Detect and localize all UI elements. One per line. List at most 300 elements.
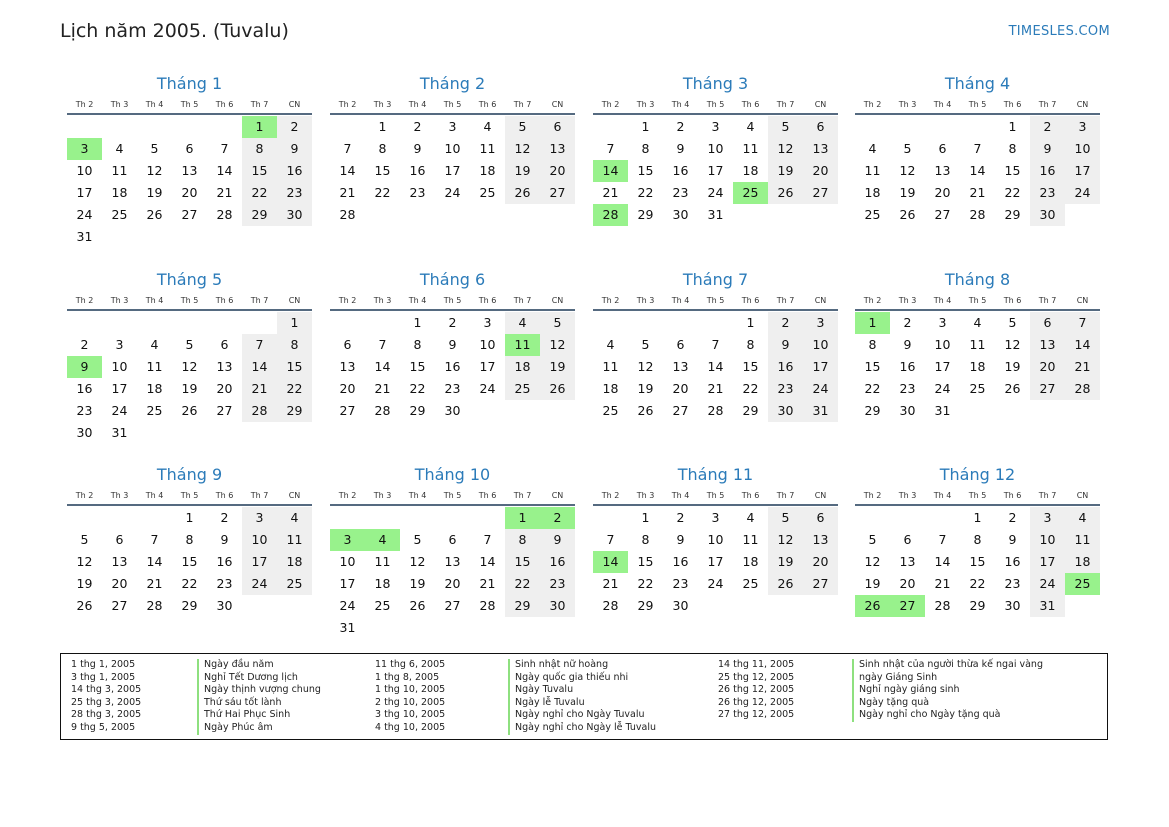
day-cell: 24	[934, 381, 951, 396]
day-cell: 11	[146, 359, 163, 374]
day-cell: 24	[479, 381, 496, 396]
day-cell: 12	[505, 138, 540, 160]
day-cell: 10	[339, 554, 356, 569]
day-cell: 24	[339, 598, 356, 613]
weekday-label: Th 3	[373, 296, 392, 305]
month-block	[855, 72, 1100, 226]
day-cell: 12	[181, 359, 198, 374]
day-cell: 23	[899, 381, 916, 396]
empty-cell	[960, 116, 995, 138]
empty-cell	[593, 507, 628, 529]
empty-cell	[628, 312, 663, 334]
day-cell: 16	[899, 359, 916, 374]
day-cell: 28	[242, 400, 277, 422]
day-cell: 3	[1030, 507, 1065, 529]
day-cell: 12	[76, 554, 93, 569]
legend-holiday-name: Ngày Tuvalu	[508, 684, 656, 697]
day-cell: 15	[374, 163, 391, 178]
weekday-label: Th 3	[898, 491, 917, 500]
day-cell: 13	[181, 163, 198, 178]
day-cell: 1	[277, 312, 312, 334]
day-cell: 29	[181, 598, 198, 613]
day-cell: 26	[1004, 381, 1021, 396]
day-cell: 1	[185, 510, 194, 525]
day-cell: 25	[111, 207, 128, 222]
day-cell: 16	[409, 163, 426, 178]
day-cell: 2	[903, 315, 912, 330]
weekday-label: Th 6	[1003, 100, 1022, 109]
month-title: Tháng 3	[682, 74, 749, 93]
day-cell: 5	[903, 141, 912, 156]
day-cell: 15	[637, 554, 654, 569]
holiday-day-cell: 25	[1065, 573, 1100, 595]
day-cell: 27	[181, 207, 198, 222]
weekday-header	[330, 293, 575, 311]
day-grid	[330, 312, 575, 422]
day-cell: 15	[277, 356, 312, 378]
legend-date: 14 thg 3, 2005	[71, 684, 142, 696]
legend-date: 26 thg 12, 2005	[718, 684, 795, 696]
page-title: Lịch năm 2005. (Tuvalu)	[60, 20, 289, 42]
empty-cell	[890, 507, 925, 529]
day-cell: 12	[768, 529, 803, 551]
day-cell: 8	[185, 532, 194, 547]
day-cell: 30	[768, 400, 803, 422]
day-cell: 18	[374, 576, 391, 591]
day-cell: 31	[76, 229, 93, 244]
day-cell: 10	[934, 337, 951, 352]
day-cell: 16	[444, 359, 461, 374]
weekday-label: Th 7	[513, 100, 532, 109]
weekday-label: Th 4	[408, 491, 427, 500]
day-cell: 26	[181, 403, 198, 418]
day-cell: 14	[1065, 334, 1100, 356]
day-cell: 23	[1030, 182, 1065, 204]
day-cell: 17	[1030, 551, 1065, 573]
day-cell: 3	[711, 510, 720, 525]
day-cell: 14	[216, 163, 233, 178]
day-cell: 3	[711, 119, 720, 134]
day-cell: 16	[672, 554, 689, 569]
day-cell: 17	[242, 551, 277, 573]
day-cell: 8	[641, 532, 650, 547]
day-cell: 1	[746, 315, 755, 330]
day-cell: 10	[444, 141, 461, 156]
day-cell: 25	[479, 185, 496, 200]
month-title: Tháng 10	[414, 465, 491, 484]
day-cell: 8	[277, 334, 312, 356]
weekday-label: Th 6	[741, 491, 760, 500]
day-cell: 7	[606, 532, 615, 547]
day-cell: 30	[899, 403, 916, 418]
day-cell: 10	[803, 334, 838, 356]
day-cell: 26	[768, 573, 803, 595]
day-cell: 8	[1008, 141, 1017, 156]
legend-date: 3 thg 10, 2005	[375, 709, 446, 721]
day-cell: 28	[339, 207, 356, 222]
empty-cell	[207, 312, 242, 334]
weekday-label: Th 3	[110, 100, 129, 109]
day-grid	[593, 116, 838, 226]
day-cell: 4	[1065, 507, 1100, 529]
day-cell: 30	[540, 595, 575, 617]
day-cell: 22	[637, 185, 654, 200]
weekday-label: Th 2	[75, 296, 94, 305]
weekday-label: CN	[288, 296, 301, 305]
day-cell: 9	[277, 138, 312, 160]
day-cell: 8	[413, 337, 422, 352]
day-cell: 22	[969, 576, 986, 591]
day-cell: 9	[448, 337, 457, 352]
weekday-label: Th 3	[636, 491, 655, 500]
day-cell: 22	[742, 381, 759, 396]
day-cell: 15	[969, 554, 986, 569]
day-cell: 15	[242, 160, 277, 182]
day-cell: 29	[277, 400, 312, 422]
day-cell: 30	[76, 425, 93, 440]
day-cell: 11	[602, 359, 619, 374]
day-cell: 2	[80, 337, 89, 352]
weekday-label: Th 5	[180, 491, 199, 500]
day-cell: 7	[938, 532, 947, 547]
weekday-label: Th 4	[671, 296, 690, 305]
day-cell: 31	[707, 207, 724, 222]
day-cell: 14	[339, 163, 356, 178]
day-grid	[593, 312, 838, 422]
weekday-label: Th 5	[706, 296, 725, 305]
day-cell: 2	[1008, 510, 1017, 525]
day-cell: 18	[479, 163, 496, 178]
legend-names-col-3	[852, 659, 1043, 722]
day-cell: 17	[111, 381, 128, 396]
day-grid	[330, 116, 575, 226]
day-cell: 25	[374, 598, 391, 613]
weekday-label: Th 2	[863, 100, 882, 109]
legend-holiday-name: Ngày quốc gia thiếu nhi	[508, 672, 656, 685]
day-cell: 16	[1030, 160, 1065, 182]
day-cell: 21	[602, 576, 619, 591]
day-cell: 6	[676, 337, 685, 352]
day-cell: 22	[181, 576, 198, 591]
holiday-day-cell: 27	[890, 595, 925, 617]
weekday-label: Th 7	[1038, 100, 1057, 109]
day-cell: 7	[343, 141, 352, 156]
weekday-label: Th 2	[338, 296, 357, 305]
day-cell: 24	[444, 185, 461, 200]
month-title: Tháng 12	[939, 465, 1016, 484]
day-cell: 3	[483, 315, 492, 330]
holiday-day-cell: 25	[733, 182, 768, 204]
day-cell: 31	[934, 403, 951, 418]
day-cell: 21	[602, 185, 619, 200]
day-cell: 5	[150, 141, 159, 156]
day-cell: 10	[707, 141, 724, 156]
day-cell: 4	[277, 507, 312, 529]
day-cell: 12	[540, 334, 575, 356]
day-grid	[855, 116, 1100, 226]
empty-cell	[67, 507, 102, 529]
month-title: Tháng 1	[156, 74, 223, 93]
weekday-label: Th 4	[408, 296, 427, 305]
day-cell: 2	[448, 315, 457, 330]
site-link[interactable]: TIMESLES.COM	[1008, 24, 1110, 39]
holiday-day-cell: 11	[505, 334, 540, 356]
day-cell: 20	[540, 160, 575, 182]
month-title: Tháng 9	[156, 465, 223, 484]
legend-holiday-name: Ngày đầu năm	[197, 659, 321, 672]
day-cell: 20	[934, 185, 951, 200]
weekday-header	[67, 97, 312, 115]
weekday-label: Th 6	[215, 100, 234, 109]
day-cell: 21	[146, 576, 163, 591]
weekday-header	[593, 293, 838, 311]
day-cell: 25	[146, 403, 163, 418]
holiday-day-cell: 14	[593, 551, 628, 573]
legend-names-col-1	[197, 659, 321, 735]
weekday-label: Th 7	[776, 296, 795, 305]
day-cell: 23	[1004, 576, 1021, 591]
holiday-day-cell: 28	[593, 204, 628, 226]
day-cell: 19	[637, 381, 654, 396]
day-cell: 14	[146, 554, 163, 569]
day-cell: 23	[672, 576, 689, 591]
day-cell: 12	[146, 163, 163, 178]
weekday-label: Th 3	[373, 100, 392, 109]
empty-cell	[593, 116, 628, 138]
day-cell: 6	[115, 532, 124, 547]
weekday-label: Th 7	[1038, 491, 1057, 500]
weekday-label: Th 3	[110, 491, 129, 500]
weekday-label: Th 2	[601, 491, 620, 500]
day-cell: 6	[540, 116, 575, 138]
legend-holiday-name: ngày Giáng Sinh	[852, 672, 1043, 685]
day-cell: 17	[444, 163, 461, 178]
holiday-day-cell: 14	[593, 160, 628, 182]
day-cell: 14	[707, 359, 724, 374]
empty-cell	[172, 116, 207, 138]
day-cell: 21	[934, 576, 951, 591]
month-title: Tháng 2	[419, 74, 486, 93]
day-cell: 7	[483, 532, 492, 547]
day-cell: 20	[181, 185, 198, 200]
day-cell: 16	[1004, 554, 1021, 569]
month-title: Tháng 8	[944, 270, 1011, 289]
day-cell: 4	[868, 141, 877, 156]
day-cell: 11	[969, 337, 986, 352]
empty-cell	[593, 312, 628, 334]
day-cell: 15	[1004, 163, 1021, 178]
weekday-label: Th 6	[215, 296, 234, 305]
weekday-label: Th 4	[145, 100, 164, 109]
day-cell: 15	[637, 163, 654, 178]
weekday-label: Th 7	[1038, 296, 1057, 305]
weekday-label: Th 4	[933, 100, 952, 109]
weekday-label: Th 4	[933, 296, 952, 305]
weekday-label: CN	[814, 491, 827, 500]
day-cell: 22	[277, 378, 312, 400]
legend-date: 25 thg 3, 2005	[71, 696, 142, 708]
legend-holiday-name: Ngày tặng quà	[852, 697, 1043, 710]
day-cell: 30	[1004, 598, 1021, 613]
day-cell: 26	[637, 403, 654, 418]
month-title: Tháng 11	[677, 465, 754, 484]
day-cell: 12	[864, 554, 881, 569]
empty-cell	[855, 507, 890, 529]
day-cell: 12	[768, 138, 803, 160]
day-cell: 20	[899, 576, 916, 591]
weekday-label: Th 7	[776, 491, 795, 500]
day-cell: 4	[505, 312, 540, 334]
weekday-label: Th 4	[933, 491, 952, 500]
day-cell: 11	[864, 163, 881, 178]
day-cell: 27	[672, 403, 689, 418]
day-cell: 5	[80, 532, 89, 547]
day-cell: 4	[606, 337, 615, 352]
day-cell: 19	[1004, 359, 1021, 374]
holiday-day-cell: 1	[855, 312, 890, 334]
day-cell: 22	[864, 381, 881, 396]
weekday-label: Th 4	[145, 296, 164, 305]
holiday-day-cell: 3	[330, 529, 365, 551]
day-cell: 31	[1030, 595, 1065, 617]
day-grid	[67, 507, 312, 617]
day-cell: 2	[220, 510, 229, 525]
day-cell: 18	[505, 356, 540, 378]
weekday-label: Th 6	[478, 100, 497, 109]
day-cell: 30	[216, 598, 233, 613]
weekday-header	[330, 488, 575, 506]
weekday-label: Th 7	[250, 296, 269, 305]
day-cell: 30	[277, 204, 312, 226]
day-cell: 29	[242, 204, 277, 226]
month-block	[593, 72, 838, 226]
day-cell: 13	[899, 554, 916, 569]
day-cell: 3	[938, 315, 947, 330]
weekday-label: Th 2	[601, 100, 620, 109]
day-cell: 9	[1008, 532, 1017, 547]
day-cell: 25	[742, 576, 759, 591]
day-cell: 17	[479, 359, 496, 374]
day-cell: 24	[707, 185, 724, 200]
day-cell: 27	[540, 182, 575, 204]
day-cell: 19	[181, 381, 198, 396]
day-cell: 7	[378, 337, 387, 352]
day-cell: 12	[899, 163, 916, 178]
day-cell: 25	[602, 403, 619, 418]
day-cell: 8	[641, 141, 650, 156]
day-cell: 10	[1065, 138, 1100, 160]
weekday-label: Th 2	[863, 296, 882, 305]
weekday-label: CN	[1076, 100, 1089, 109]
weekday-header	[855, 293, 1100, 311]
day-cell: 4	[115, 141, 124, 156]
day-cell: 14	[934, 554, 951, 569]
legend-date: 11 thg 6, 2005	[375, 659, 446, 670]
day-cell: 4	[973, 315, 982, 330]
day-cell: 27	[1030, 378, 1065, 400]
day-cell: 13	[672, 359, 689, 374]
day-cell: 2	[676, 510, 685, 525]
legend-date: 9 thg 5, 2005	[71, 721, 136, 733]
empty-cell	[470, 507, 505, 529]
day-cell: 23	[277, 182, 312, 204]
weekday-label: Th 5	[968, 491, 987, 500]
weekday-label: Th 6	[741, 296, 760, 305]
day-cell: 19	[864, 576, 881, 591]
day-cell: 14	[242, 356, 277, 378]
day-cell: 4	[746, 119, 755, 134]
legend-date: 1 thg 1, 2005	[71, 659, 136, 670]
day-cell: 28	[1065, 378, 1100, 400]
weekday-label: Th 7	[250, 491, 269, 500]
empty-cell	[242, 312, 277, 334]
day-cell: 2	[768, 312, 803, 334]
month-block	[855, 463, 1100, 617]
holiday-day-cell: 1	[505, 507, 540, 529]
day-cell: 28	[374, 403, 391, 418]
day-cell: 10	[242, 529, 277, 551]
empty-cell	[102, 507, 137, 529]
weekday-header	[855, 488, 1100, 506]
legend-date: 3 thg 1, 2005	[71, 671, 136, 683]
day-cell: 8	[378, 141, 387, 156]
weekday-label: Th 6	[478, 491, 497, 500]
day-cell: 1	[641, 119, 650, 134]
day-grid	[855, 507, 1100, 617]
weekday-label: Th 2	[75, 100, 94, 109]
day-cell: 24	[1065, 182, 1100, 204]
day-cell: 22	[505, 573, 540, 595]
day-cell: 8	[973, 532, 982, 547]
weekday-header	[330, 97, 575, 115]
day-cell: 18	[277, 551, 312, 573]
day-cell: 13	[339, 359, 356, 374]
day-cell: 5	[185, 337, 194, 352]
day-cell: 29	[409, 403, 426, 418]
day-cell: 24	[1030, 573, 1065, 595]
day-cell: 20	[444, 576, 461, 591]
day-cell: 28	[216, 207, 233, 222]
day-cell: 12	[637, 359, 654, 374]
day-cell: 5	[1008, 315, 1017, 330]
day-cell: 19	[146, 185, 163, 200]
weekday-label: Th 5	[443, 100, 462, 109]
weekday-label: Th 3	[898, 296, 917, 305]
weekday-label: CN	[288, 491, 301, 500]
day-cell: 15	[181, 554, 198, 569]
empty-cell	[925, 116, 960, 138]
legend-date: 28 thg 3, 2005	[71, 709, 142, 721]
empty-cell	[925, 507, 960, 529]
day-cell: 27	[111, 598, 128, 613]
day-cell: 30	[672, 598, 689, 613]
weekday-header	[593, 488, 838, 506]
empty-cell	[330, 312, 365, 334]
weekday-label: CN	[551, 491, 564, 500]
legend-holiday-name: Ngày lễ Tuvalu	[508, 697, 656, 710]
day-cell: 6	[185, 141, 194, 156]
day-cell: 10	[707, 532, 724, 547]
legend-date: 26 thg 12, 2005	[718, 696, 795, 708]
weekday-label: Th 6	[1003, 491, 1022, 500]
weekday-label: Th 6	[215, 491, 234, 500]
day-cell: 21	[1065, 356, 1100, 378]
day-cell: 28	[969, 207, 986, 222]
day-cell: 17	[934, 359, 951, 374]
day-cell: 11	[1065, 529, 1100, 551]
day-cell: 5	[505, 116, 540, 138]
day-cell: 17	[339, 576, 356, 591]
